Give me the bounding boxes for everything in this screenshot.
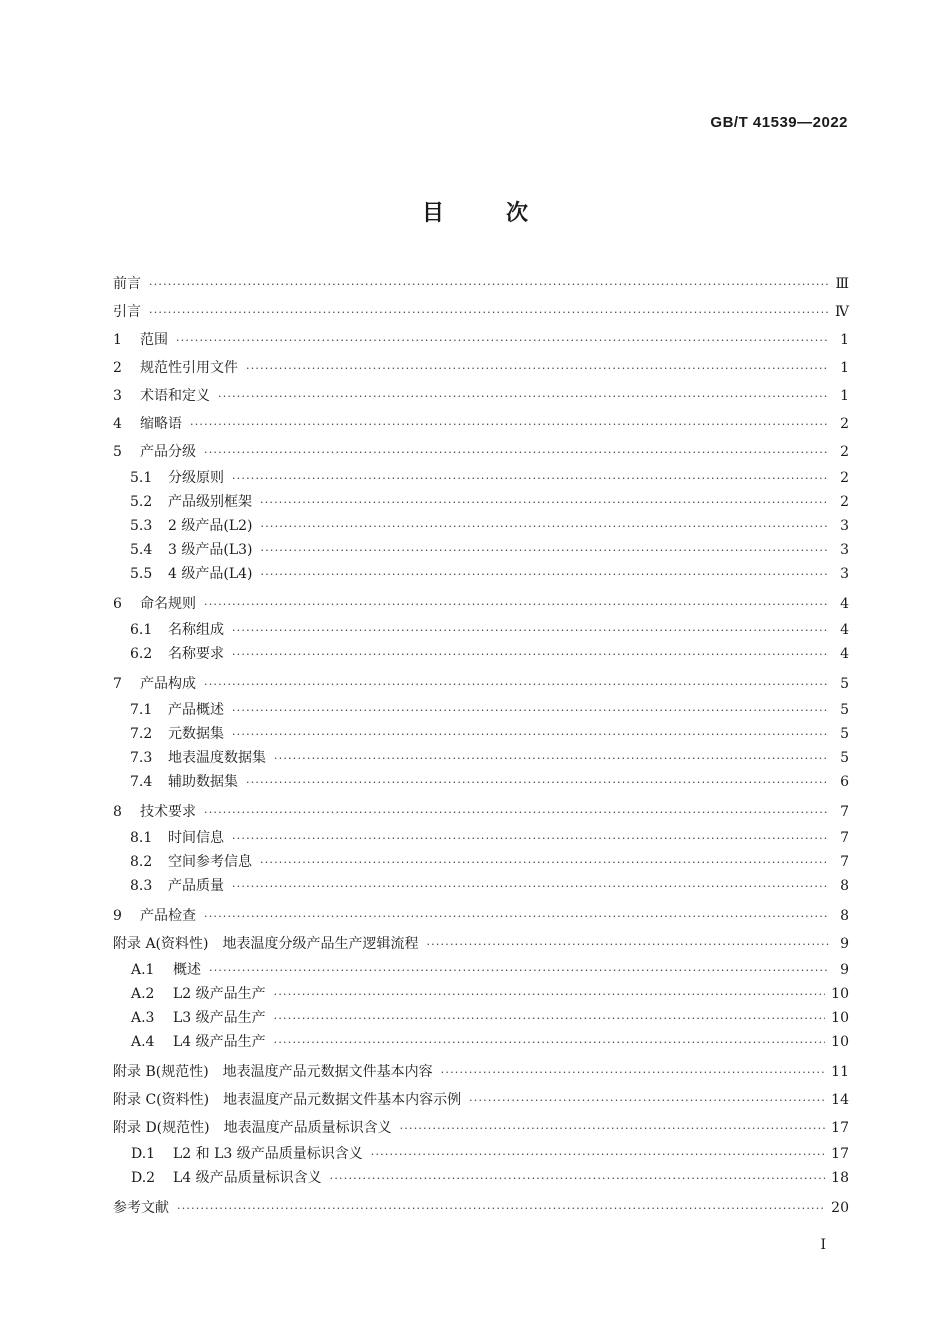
toc-entry-title: 产品分级: [140, 444, 196, 460]
toc-entry-page: 1: [840, 388, 849, 404]
toc-entry-annex-label: 附录 A(资料性): [113, 936, 209, 952]
toc-entry-page: 2: [840, 494, 849, 510]
toc-title-char: 目: [421, 201, 444, 226]
toc-entry-title: 规范性引用文件: [140, 360, 238, 376]
toc-leader-dots: [469, 1087, 825, 1115]
toc-entry-title: 分级原则: [168, 470, 224, 486]
toc-entry-number: 4: [113, 416, 122, 432]
toc-entry-title: L2 级产品生产: [173, 986, 266, 1002]
toc-entry-title: 2 级产品(L2): [168, 518, 253, 534]
toc-entry-page: 9: [840, 962, 849, 978]
toc-leader-dots: [204, 903, 829, 931]
toc-entry-title: L4 级产品质量标识含义: [173, 1170, 322, 1186]
toc-leader-dots: [176, 327, 829, 355]
toc-entry-number: 8: [113, 804, 122, 820]
toc-leader-dots: [260, 851, 829, 875]
toc-leader-dots: [400, 1115, 826, 1143]
toc-entry-number: 2: [113, 360, 122, 376]
toc-entry-page: 8: [840, 878, 849, 894]
toc-leader-dots: [232, 643, 829, 667]
toc-entry-page: 3: [840, 542, 849, 558]
toc-entry-page: 2: [840, 470, 849, 486]
toc-entry-page: 3: [840, 566, 849, 582]
toc-entry-title: 地表温度产品质量标识含义: [223, 1120, 392, 1136]
toc-entry-number: 5: [113, 444, 122, 460]
toc-entry-title: 产品级别框架: [168, 494, 252, 510]
toc-leader-dots: [209, 959, 829, 983]
toc-entry-page: 7: [840, 854, 849, 870]
toc-entry-title: 前言: [113, 276, 141, 292]
toc-leader-dots: [149, 271, 829, 299]
toc-entry[interactable]: [113, 798, 849, 826]
toc-leader-dots: [232, 619, 829, 643]
toc-entry[interactable]: [113, 590, 849, 618]
toc-entry-page: 4: [840, 622, 849, 638]
toc-entry-page: 14: [831, 1092, 849, 1108]
toc-leader-dots: [261, 563, 830, 587]
toc-entry-number: 7.2: [130, 726, 153, 742]
toc-entry[interactable]: [113, 1058, 849, 1086]
toc-leader-dots: [371, 1143, 825, 1167]
toc-entry[interactable]: [113, 410, 849, 438]
toc-entry-title: 技术要求: [140, 804, 196, 820]
toc-entry[interactable]: [113, 930, 849, 958]
toc-entry[interactable]: [113, 850, 849, 874]
toc-entry-page: 1: [840, 332, 849, 348]
toc-leader-dots: [232, 827, 829, 851]
toc-entry-number: 5.4: [130, 542, 153, 558]
toc-entry-title: 产品质量: [168, 878, 224, 894]
toc-entry-title: L2 和 L3 级产品质量标识含义: [173, 1146, 363, 1162]
toc-entry[interactable]: [113, 1142, 849, 1166]
toc-entry-page: 5: [840, 750, 849, 766]
toc-entry-number: 5.3: [130, 518, 153, 534]
toc-entry-title: 产品检查: [140, 908, 196, 924]
toc-entry-title: 名称要求: [168, 646, 224, 662]
toc-leader-dots: [232, 723, 829, 747]
toc-entry-number: 6.1: [130, 622, 153, 638]
toc-entry-title: 元数据集: [168, 726, 224, 742]
toc-entry-number: 7.3: [130, 750, 153, 766]
toc-entry-page: 4: [840, 646, 849, 662]
toc-entry-number: 8.1: [130, 830, 153, 846]
toc-entry-page: 5: [840, 702, 849, 718]
toc-title-char: 次: [506, 201, 529, 226]
toc-entry-number: A.2: [131, 986, 155, 1002]
toc-entry-page: 10: [831, 1034, 849, 1050]
toc-entry[interactable]: [113, 618, 849, 642]
toc-entry-title: 地表温度产品元数据文件基本内容: [222, 1064, 433, 1080]
toc-entry-title: 参考文献: [113, 1200, 169, 1216]
toc-entry-title: 地表温度数据集: [168, 750, 266, 766]
toc-entry-number: D.2: [131, 1170, 156, 1186]
toc-entry-title: 缩略语: [140, 416, 182, 432]
toc-leader-dots: [190, 411, 829, 439]
toc-entry[interactable]: [113, 1166, 849, 1190]
toc-entry-title: 产品概述: [168, 702, 224, 718]
toc-entry-page: 4: [840, 596, 849, 612]
toc-entry-number: D.1: [131, 1146, 156, 1162]
toc-leader-dots: [232, 699, 829, 723]
toc-entry-page: 7: [840, 830, 849, 846]
toc-entry-number: 7.1: [130, 702, 153, 718]
toc-entry[interactable]: [113, 1006, 849, 1030]
toc-entry[interactable]: [113, 874, 849, 898]
toc-entry-page: 5: [840, 726, 849, 742]
toc-entry-page: 5: [840, 676, 849, 692]
toc-leader-dots: [218, 383, 829, 411]
toc-entry-page: 3: [840, 518, 849, 534]
toc-entry-page: 2: [840, 416, 849, 432]
toc-leader-dots: [274, 747, 829, 771]
toc-entry[interactable]: [113, 1194, 849, 1222]
toc-entry-number: 3: [113, 388, 122, 404]
toc-entry[interactable]: [113, 1086, 849, 1114]
toc-leader-dots: [260, 491, 829, 515]
toc-entry-annex-label: 附录 D(规范性): [113, 1120, 210, 1136]
toc-entry[interactable]: [113, 298, 849, 326]
toc-entry-title: 术语和定义: [140, 388, 210, 404]
toc-entry-title: 概述: [173, 962, 201, 978]
toc-entry[interactable]: [113, 538, 849, 562]
toc-entry-page: 6: [840, 774, 849, 790]
toc-entry-title: L3 级产品生产: [173, 1010, 266, 1026]
toc-entry-title: 产品构成: [140, 676, 196, 692]
toc-entry-number: 8.3: [130, 878, 153, 894]
toc-leader-dots: [177, 1195, 825, 1223]
toc-entry-number: 8.2: [130, 854, 153, 870]
toc-title: [0, 196, 950, 227]
toc-entry-annex-label: 附录 B(规范性): [113, 1064, 209, 1080]
toc-leader-dots: [261, 539, 830, 563]
toc-entry-number: 6.2: [130, 646, 153, 662]
toc-entry[interactable]: [113, 326, 849, 354]
toc-entry-number: 1: [113, 332, 122, 348]
toc-entry-page: 17: [831, 1146, 849, 1162]
toc-entry-page: Ⅲ: [835, 276, 849, 292]
page-number: Ⅰ: [820, 1237, 826, 1253]
toc-entry[interactable]: [113, 958, 849, 982]
toc-leader-dots: [204, 799, 829, 827]
toc-entry-page: 8: [840, 908, 849, 924]
toc-entry[interactable]: [113, 1030, 849, 1054]
toc-entry[interactable]: [113, 698, 849, 722]
toc-entry-title: 地表温度分级产品生产逻辑流程: [222, 936, 419, 952]
toc-entry[interactable]: [113, 514, 849, 538]
toc-entry-number: A.4: [131, 1034, 155, 1050]
toc-entry-title: 范围: [140, 332, 168, 348]
toc-entry[interactable]: [113, 382, 849, 410]
toc-entry-page: 17: [831, 1120, 849, 1136]
toc-entry-number: 7.4: [130, 774, 153, 790]
toc-entry-annex-label: 附录 C(资料性): [113, 1092, 210, 1108]
toc-entry-title: 命名规则: [140, 596, 196, 612]
toc-leader-dots: [330, 1167, 826, 1191]
toc-entry[interactable]: [113, 466, 849, 490]
toc-entry-page: 7: [840, 804, 849, 820]
toc-entry-title: 4 级产品(L4): [168, 566, 253, 582]
toc-entry[interactable]: [113, 982, 849, 1006]
toc-entry[interactable]: [113, 642, 849, 666]
toc-entry-title: 引言: [113, 304, 141, 320]
toc-leader-dots: [232, 875, 829, 899]
toc-entry-title: 时间信息: [168, 830, 224, 846]
toc-entry-title: L4 级产品生产: [173, 1034, 266, 1050]
toc-entry-title: 空间参考信息: [168, 854, 252, 870]
toc-leader-dots: [246, 771, 829, 795]
toc-entry[interactable]: [113, 826, 849, 850]
toc-leader-dots: [204, 591, 829, 619]
toc-leader-dots: [232, 467, 829, 491]
toc-entry-page: Ⅳ: [835, 304, 849, 320]
toc-entry-number: 5.1: [130, 470, 153, 486]
table-of-contents: [113, 270, 849, 1222]
toc-entry[interactable]: [113, 902, 849, 930]
toc-entry-number: 6: [113, 596, 122, 612]
toc-entry[interactable]: [113, 722, 849, 746]
toc-entry-number: 5.5: [130, 566, 153, 582]
toc-leader-dots: [426, 931, 829, 959]
toc-entry-title: 地表温度产品元数据文件基本内容示例: [223, 1092, 462, 1108]
toc-entry[interactable]: [113, 490, 849, 514]
toc-entry[interactable]: [113, 270, 849, 298]
toc-entry[interactable]: [113, 354, 849, 382]
standard-number: GB/T 41539—2022: [710, 114, 848, 131]
toc-entry-title: 辅助数据集: [168, 774, 238, 790]
toc-leader-dots: [274, 983, 826, 1007]
toc-entry-number: 7: [113, 676, 122, 692]
toc-leader-dots: [204, 439, 829, 467]
toc-entry-number: 9: [113, 908, 122, 924]
toc-leader-dots: [274, 1031, 826, 1055]
toc-entry[interactable]: [113, 770, 849, 794]
toc-entry-number: 5.2: [130, 494, 153, 510]
toc-entry-number: A.3: [131, 1010, 155, 1026]
toc-entry-page: 2: [840, 444, 849, 460]
toc-entry-page: 10: [831, 1010, 849, 1026]
toc-entry[interactable]: [113, 562, 849, 586]
toc-leader-dots: [261, 515, 830, 539]
toc-entry-page: 1: [840, 360, 849, 376]
toc-entry[interactable]: [113, 746, 849, 770]
toc-leader-dots: [246, 355, 829, 383]
toc-entry[interactable]: [113, 438, 849, 466]
toc-entry[interactable]: [113, 1114, 849, 1142]
toc-entry-page: 20: [831, 1200, 849, 1216]
toc-entry[interactable]: [113, 670, 849, 698]
toc-entry-page: 10: [831, 986, 849, 1002]
toc-leader-dots: [204, 671, 829, 699]
toc-entry-title: 3 级产品(L3): [168, 542, 253, 558]
toc-entry-page: 11: [831, 1064, 849, 1080]
toc-leader-dots: [149, 299, 829, 327]
toc-leader-dots: [274, 1007, 826, 1031]
toc-leader-dots: [441, 1059, 826, 1087]
toc-entry-page: 18: [831, 1170, 849, 1186]
toc-entry-title: 名称组成: [168, 622, 224, 638]
toc-entry-number: A.1: [131, 962, 155, 978]
toc-entry-page: 9: [840, 936, 849, 952]
